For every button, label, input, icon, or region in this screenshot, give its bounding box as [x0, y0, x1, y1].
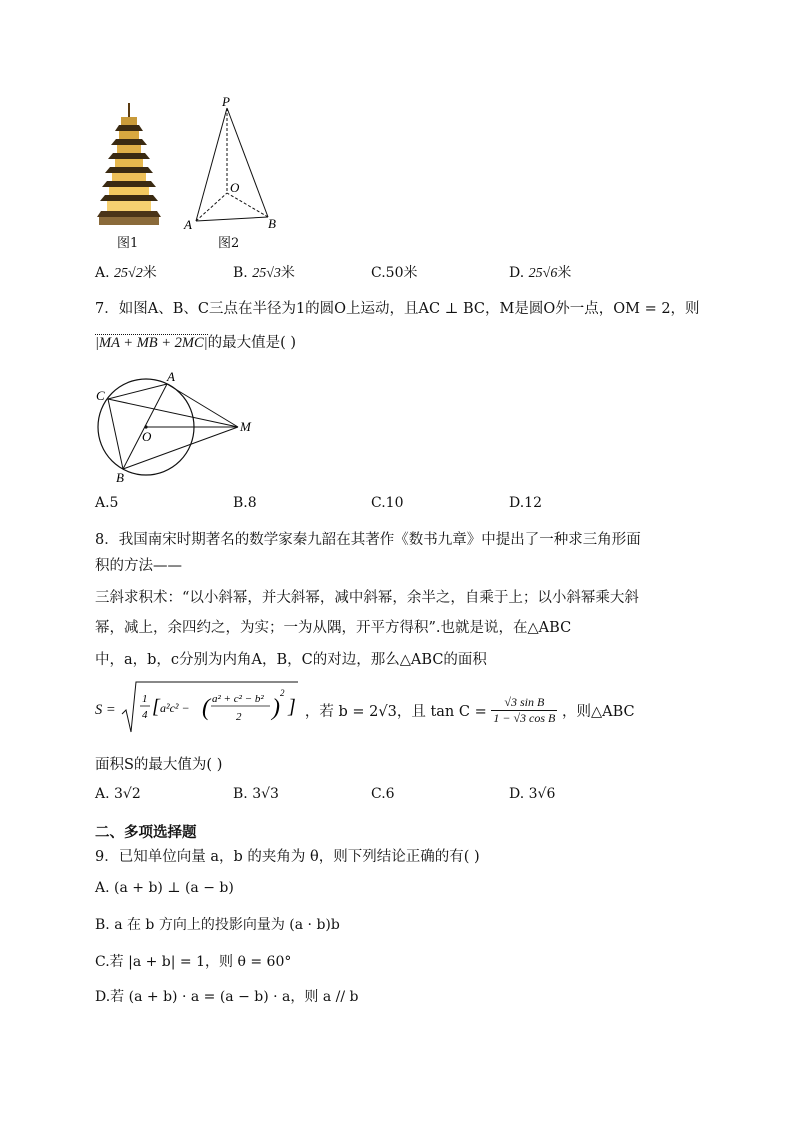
svg-text:(: (	[202, 695, 211, 721]
section-2-title: 二、多项选择题	[95, 824, 197, 841]
q8-formula-line: S = 1 4 [ a²c² − ( a² + c² − b² 2 ) 2 ] ，若 b = 2√3，且 tan C = $\frac{\text{√3 sin B}}{\text{1 − √3 cos B}}$ ，则△ABC	[95, 680, 635, 736]
circle-diagram	[90, 365, 265, 490]
figure1-caption: 图1	[117, 236, 139, 251]
svg-text:a² + c² − b²: a² + c² − b²	[212, 693, 264, 705]
q8-stem-line3: 三斜求积术：“以小斜幂，并大斜幂，减中斜幂，余半之，自乘于上；以小斜幂乘大斜	[95, 590, 639, 606]
circle-label-b: B	[116, 470, 124, 485]
circle-label-a: A	[167, 369, 175, 384]
q9-option-c: C.若 |a + b| = 1，则 θ = 60°	[95, 954, 292, 970]
q7-stem-line1: 7．如图A、B、C三点在半径为1的圆O上运动，且AC ⊥ BC，M是圆O外一点，OM = 2，则	[95, 301, 700, 317]
q6-option-d: D. 25√6米	[509, 265, 572, 281]
circle-label-c: C	[96, 388, 105, 403]
q9-option-a: A. (a + b) ⊥ (a − b)	[95, 880, 234, 896]
q6-option-c: C.50米	[371, 265, 418, 281]
q8-stem-line5: 中，a，b，c分别为内角A，B，C的对边，那么△ABC的面积	[95, 652, 487, 668]
q7-option-d: D.12	[509, 495, 542, 511]
svg-text:]: ]	[288, 696, 297, 718]
svg-text:a²c² −: a²c² −	[160, 701, 190, 715]
pyramid-label-b: B	[268, 216, 276, 231]
q8-option-a: A. 3√2	[95, 786, 141, 802]
pagoda-image	[97, 103, 161, 229]
circle-label-o: O	[142, 429, 152, 444]
q8-stem-line4: 幂，减上，余四约之，为实；一为从隅，开平方得积”.也就是说，在△ABC	[95, 620, 572, 636]
pyramid-diagram	[180, 94, 290, 234]
q8-question-line: 面积S的最大值为( )	[95, 757, 223, 773]
pyramid-label-p: P	[222, 94, 230, 109]
circle-label-m: M	[240, 419, 251, 434]
q6-option-a: A. 25√2米	[95, 265, 157, 281]
q7-vector-expression: |MA + MB + 2MC|	[95, 335, 208, 351]
q8-tan-fraction: $\frac{\text{√3 sin B}}{\text{1 − √3 cos B}}$	[493, 694, 556, 725]
q8-formula-s: S =	[95, 701, 116, 718]
svg-text:2: 2	[280, 688, 285, 698]
q8-option-d: D. 3√6	[509, 786, 556, 802]
svg-text:1: 1	[142, 693, 148, 705]
q9-option-d: D.若 (a + b) · a = (a − b) · a，则 a // b	[95, 989, 359, 1005]
q9-stem: 9．已知单位向量 a，b 的夹角为 θ，则下列结论正确的有( )	[95, 849, 480, 865]
pyramid-label-a: A	[184, 217, 192, 232]
q8-option-c: C.6	[371, 786, 395, 802]
q8-sqrt-formula	[120, 680, 300, 740]
q7-option-b: B.8	[233, 495, 257, 511]
q8-stem-line1: 8．我国南宋时期著名的数学家秦九韶在其著作《数书九章》中提出了一种求三角形面	[95, 532, 641, 548]
q9-option-b: B. a 在 b 方向上的投影向量为 (a · b)b	[95, 917, 340, 933]
q7-option-c: C.10	[371, 495, 404, 511]
svg-text:2: 2	[236, 711, 242, 723]
svg-text:4: 4	[142, 709, 148, 721]
q6-option-b: B. 25√3米	[233, 265, 295, 281]
svg-text:[: [	[152, 696, 161, 718]
q8-option-b: B. 3√3	[233, 786, 279, 802]
figure2-caption: 图2	[218, 236, 240, 251]
pyramid-label-o: O	[230, 180, 240, 195]
q7-option-a: A.5	[95, 495, 119, 511]
q8-stem-line2: 积的方法——	[95, 558, 182, 574]
svg-text:): )	[272, 695, 281, 721]
q7-stem-line2: |MA + MB + 2MC|的最大值是( )	[95, 335, 297, 351]
